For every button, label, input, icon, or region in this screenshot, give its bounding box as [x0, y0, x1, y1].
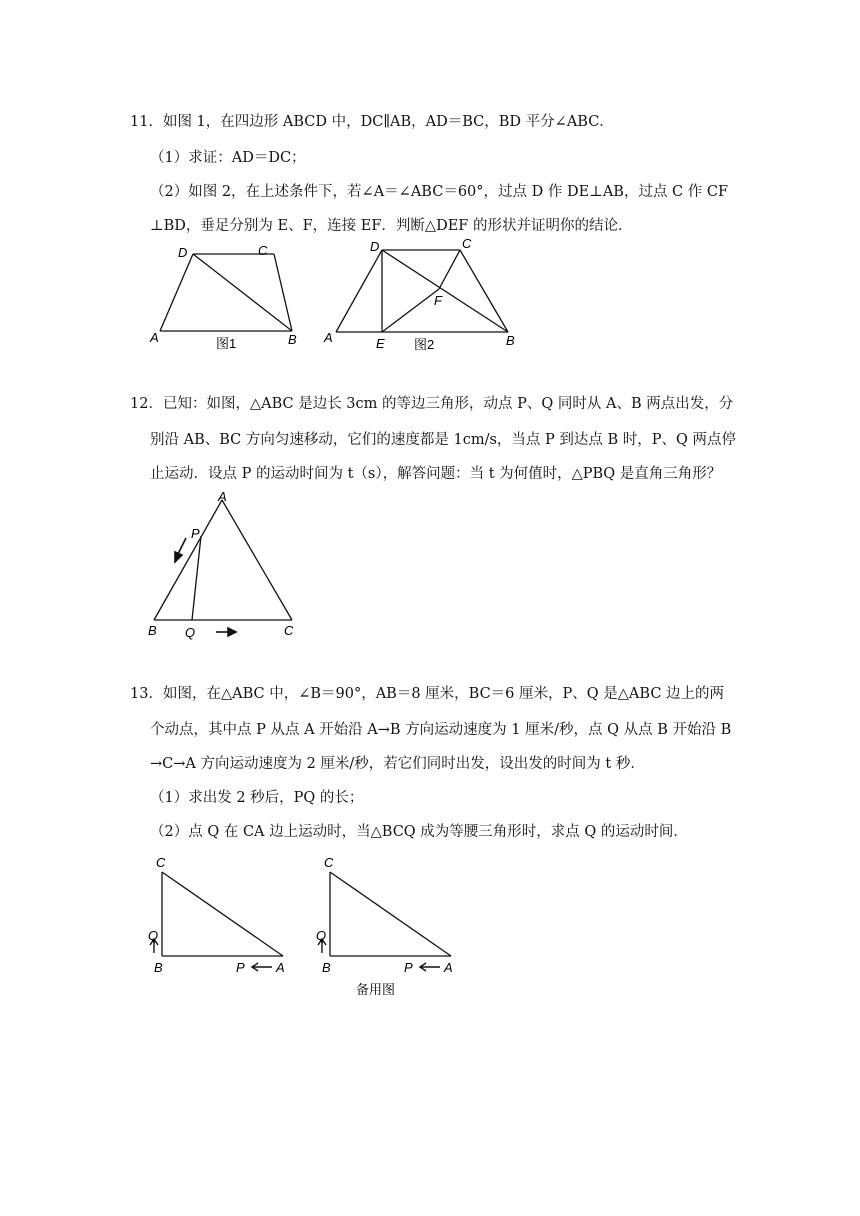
q12-label-B: B — [148, 623, 157, 638]
q13-label-A: A — [276, 960, 285, 975]
q13b-label-B: B — [322, 960, 331, 975]
q13-backup-figure — [308, 848, 473, 998]
q13-line-4: （1）求出发 2 秒后，PQ 的长； — [150, 790, 364, 806]
q11-line-4: ⊥BD，垂足分别为 E、F，连接 EF．判断△DEF 的形状并证明你的结论． — [150, 218, 633, 234]
fig1-label-A: A — [150, 330, 159, 345]
q11-line-3: （2）如图 2，在上述条件下，若∠A＝∠ABC＝60°，过点 D 作 DE⊥AB，过点 C 作 CF — [150, 184, 729, 200]
fig1-label-D: D — [178, 245, 188, 260]
q13-line-3: →C→A 方向运动速度为 2 厘米/秒，若它们同时出发，设出发的时间为 t 秒． — [150, 756, 645, 772]
q12-label-A: A — [218, 489, 227, 504]
fig1-label-B: B — [288, 332, 297, 347]
fig2-label-F: F — [434, 293, 442, 308]
q12-label-Q: Q — [185, 625, 196, 640]
fig2-caption: 图2 — [414, 337, 435, 352]
q13-line-1: 13．如图，在△ABC 中，∠B＝90°，AB＝8 厘米，BC＝6 厘米，P、Q 是△ABC 边上的两 — [130, 686, 725, 702]
q13-label-C: C — [156, 855, 166, 870]
q11-figure-2 — [318, 232, 528, 357]
fig2-label-E: E — [376, 336, 385, 351]
q12-label-C: C — [284, 623, 294, 638]
q12-line-1: 12．已知：如图，△ABC 是边长 3cm 的等边三角形，动点 P、Q 同时从 A、B 两点出发，分 — [130, 396, 734, 412]
q11-line-1: 11．如图 1，在四边形 ABCD 中，DC∥AB，AD＝BC，BD 平分∠ABC． — [130, 114, 614, 130]
q13b-label-P: P — [404, 960, 413, 975]
q12-figure — [140, 484, 310, 644]
fig2-label-A: A — [324, 330, 333, 345]
q13-label-Q: Q — [148, 928, 159, 943]
q11-line-2: （1）求证：AD＝DC； — [150, 150, 306, 166]
q12-label-P: P — [191, 526, 200, 541]
q13-figure — [140, 848, 300, 978]
q11-figure-1 — [140, 238, 310, 353]
fig2-label-D: D — [370, 239, 380, 254]
q13-line-2: 个动点，其中点 P 从点 A 开始沿 A→B 方向运动速度为 1 厘米/秒，点 Q 从点 B 开始沿 B — [150, 722, 732, 738]
fig1-caption: 图1 — [216, 336, 237, 351]
q12-line-2: 别沿 AB、BC 方向匀速移动，它们的速度都是 1cm/s，当点 P 到达点 B 时，P、Q 两点停 — [150, 432, 736, 448]
q13b-label-C: C — [324, 855, 334, 870]
q13b-caption: 备用图 — [356, 982, 396, 997]
q13-label-P: P — [236, 960, 245, 975]
q13-line-5: （2）点 Q 在 CA 边上运动时，当△BCQ 成为等腰三角形时，求点 Q 的运动时间． — [150, 824, 688, 840]
fig2-label-B: B — [506, 333, 515, 348]
q12-line-3: 止运动．设点 P 的运动时间为 t（s），解答问题：当 t 为何值时，△PBQ 是直角三角形？ — [150, 466, 722, 482]
fig2-label-C: C — [462, 236, 472, 251]
fig1-label-C: C — [258, 243, 268, 258]
q13b-label-Q: Q — [316, 928, 327, 943]
q13b-label-A: A — [444, 960, 453, 975]
q13-label-B: B — [154, 960, 163, 975]
